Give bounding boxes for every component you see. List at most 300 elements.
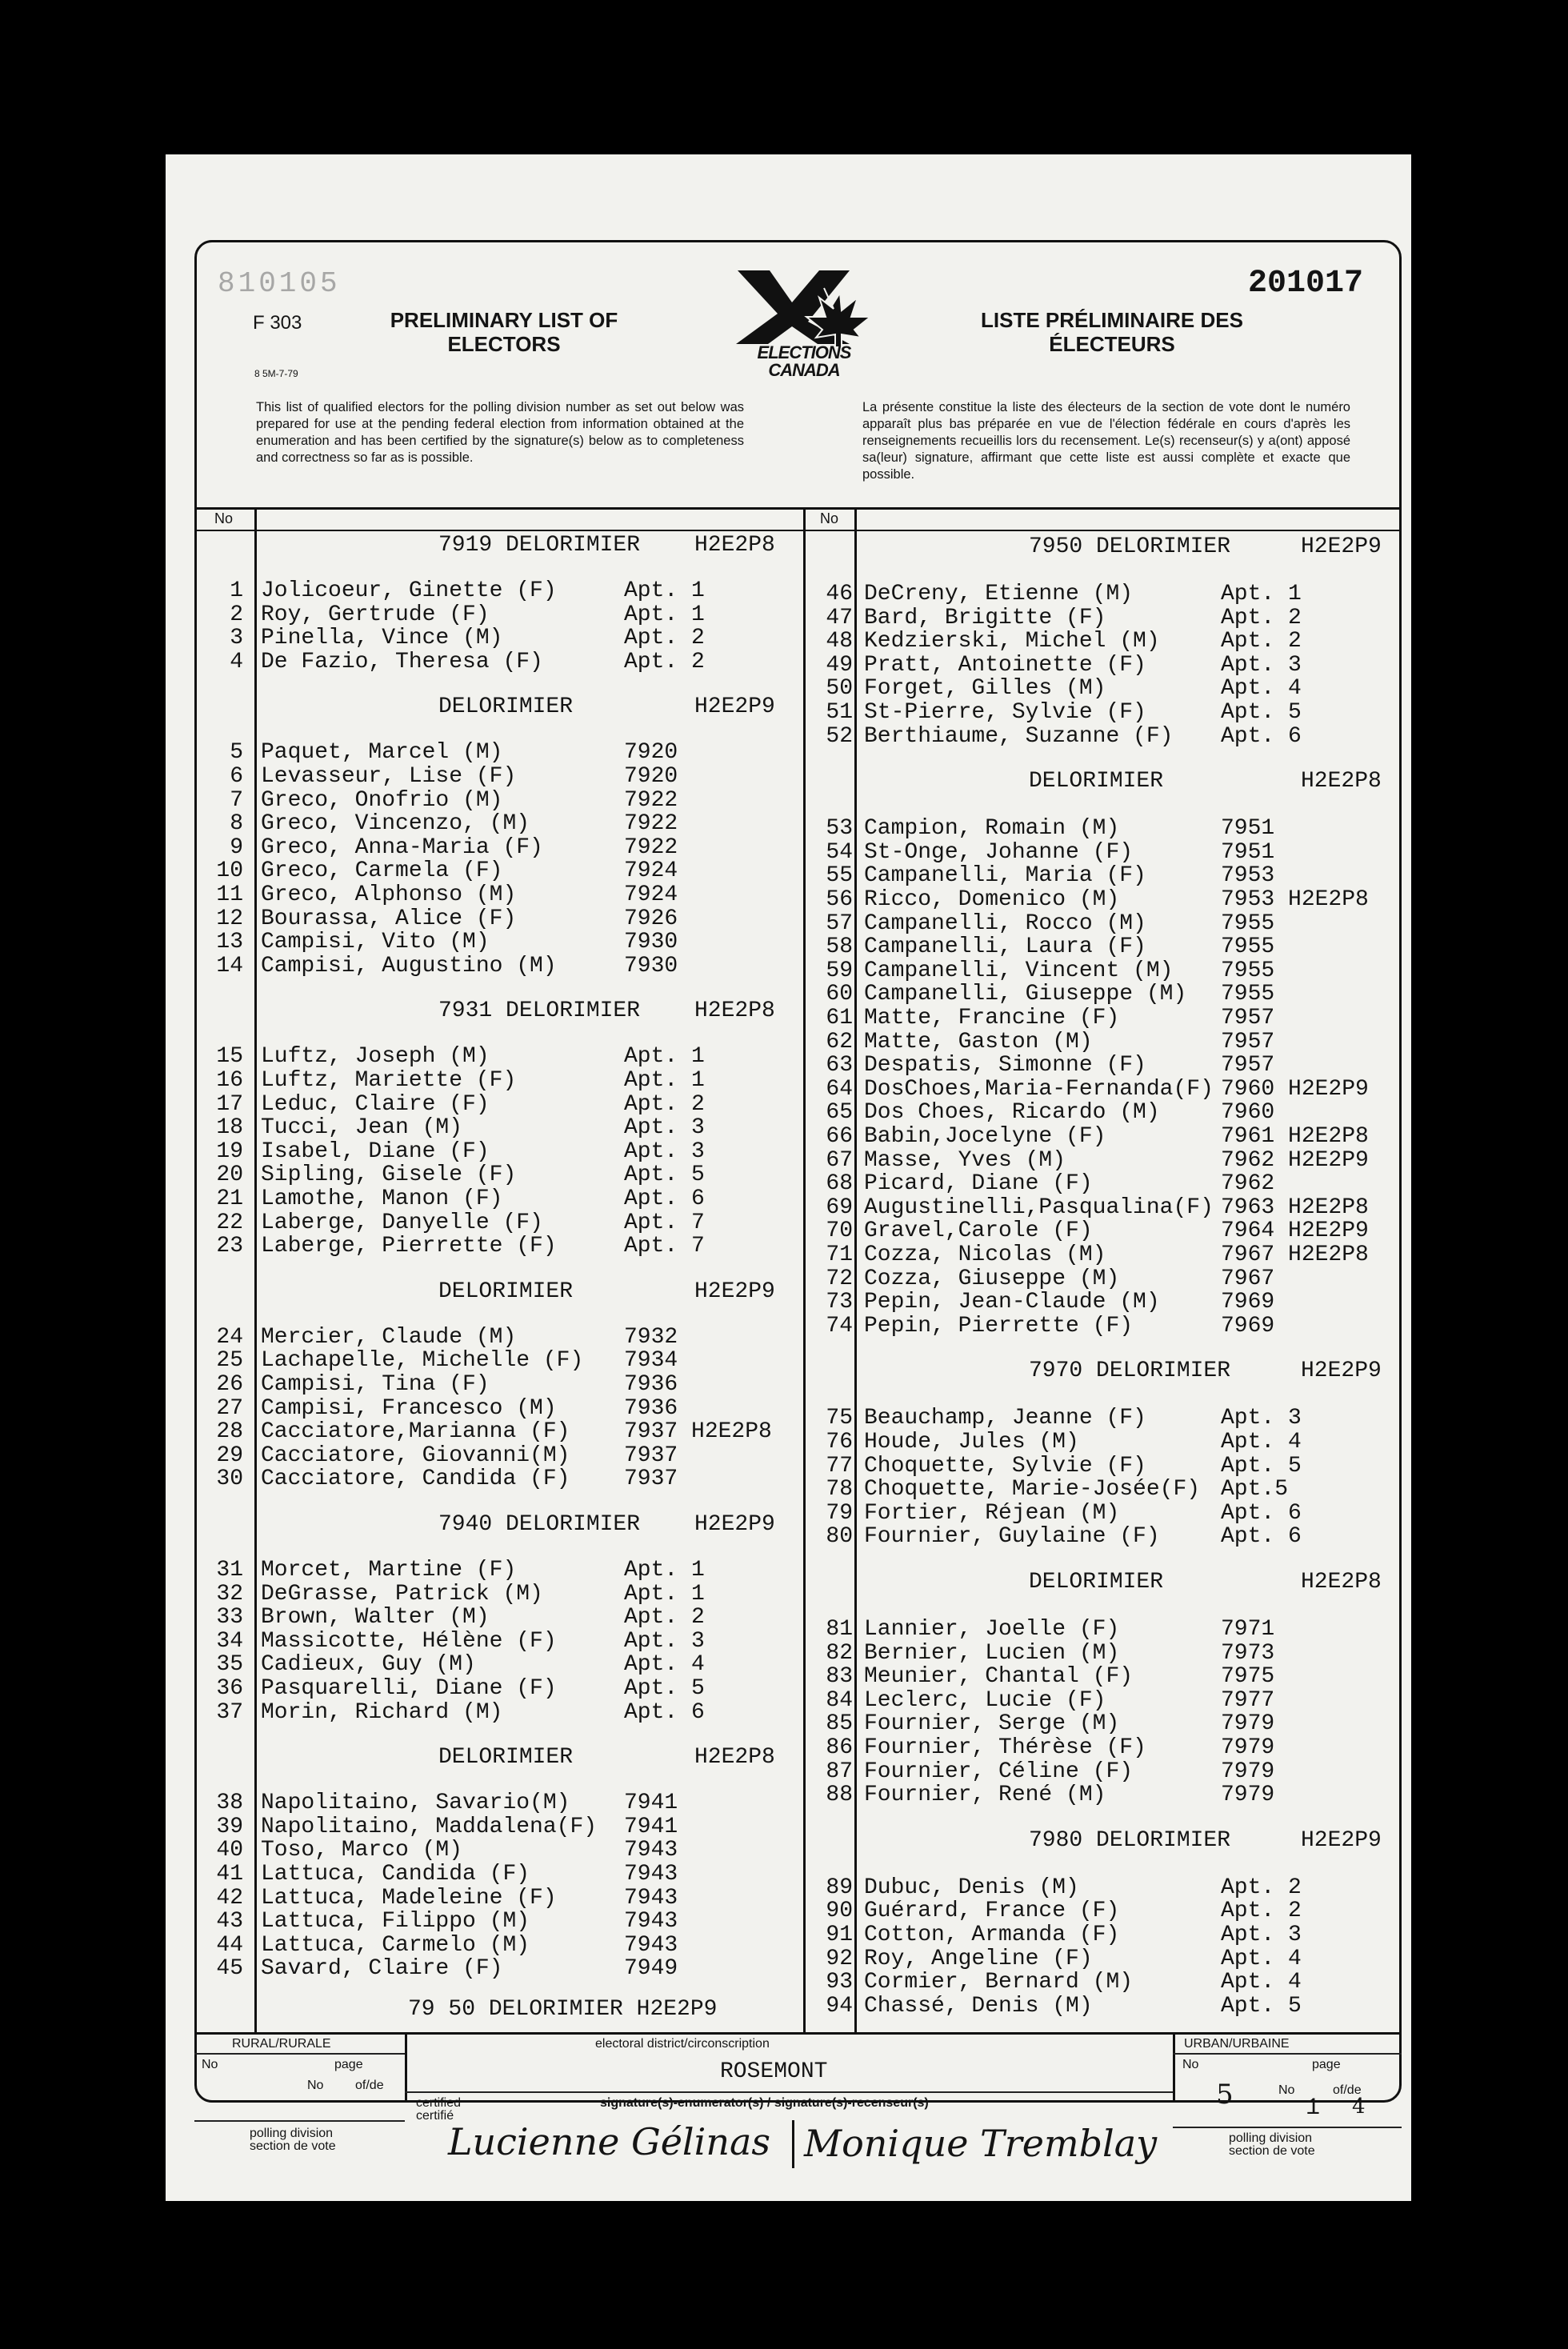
elector-number: 30 — [216, 1467, 243, 1492]
elector-address: 7969 — [1221, 1290, 1275, 1315]
elector-address: Apt. 7 — [624, 1234, 705, 1259]
elector-name: Luftz, Joseph (M) — [261, 1044, 490, 1070]
intro-english: This list of qualified electors for the polling division number as set out below was prepared for use at the pending federal election from information obtained at the enumeration and has been certified by the signature(s) below as to completeness and correctness so far as is possible. — [256, 400, 744, 465]
elector-number: 78 — [826, 1477, 853, 1503]
elector-address: 7924 — [624, 858, 678, 884]
elector-name: Campanelli, Laura (F) — [864, 934, 1146, 960]
elector-address: Apt. 3 — [1221, 1923, 1302, 1947]
elector-name: Lattuca, Carmelo (M) — [261, 1932, 530, 1958]
elector-name: Lamothe, Manon (F) — [261, 1187, 503, 1211]
elector-name: Roy, Angeline (F) — [864, 1946, 1093, 1971]
elector-address: 7937 H2E2P8 — [624, 1419, 772, 1445]
urban-label: URBAN/URBAINE — [1184, 2037, 1290, 2051]
elector-number: 23 — [216, 1234, 243, 1259]
logo-text-canada: CANADA — [768, 360, 840, 380]
elector-number: 65 — [826, 1100, 853, 1126]
elector-address: 7934 — [624, 1348, 678, 1374]
elector-name: DosChoes,Maria-Fernanda(F) — [864, 1076, 1214, 1102]
elector-number: 47 — [826, 605, 853, 630]
elector-address: 7937 — [624, 1467, 678, 1492]
elector-address: Apt. 6 — [624, 1699, 705, 1725]
elector-address: 7969 — [1221, 1313, 1275, 1339]
elector-number: 54 — [826, 839, 853, 865]
elector-number: 63 — [826, 1053, 853, 1078]
signature-divider — [792, 2120, 794, 2168]
elector-name: Savard, Claire (F) — [261, 1956, 503, 1982]
section-heading: DELORIMIER — [1029, 769, 1164, 794]
section-heading: 7980 DELORIMIER — [1029, 1827, 1231, 1853]
elector-address: 7955 — [1221, 934, 1275, 960]
elector-address: Apt. 4 — [1221, 1946, 1302, 1971]
section-postal-code: H2E2P9 — [1301, 1827, 1382, 1853]
elector-address: Apt. 3 — [1221, 652, 1302, 678]
urban-of-label: of/de — [1333, 2083, 1362, 2097]
rural-label: RURAL/RURALE — [232, 2037, 331, 2051]
elector-address: 7941 — [624, 1814, 678, 1839]
elector-name: Pratt, Antoinette (F) — [864, 652, 1146, 678]
elector-name: Campanelli, Rocco (M) — [864, 910, 1146, 936]
elector-name: Gravel,Carole (F) — [864, 1219, 1093, 1244]
elector-number: 5 — [230, 740, 243, 766]
elector-name: Chassé, Denis (M) — [864, 1993, 1093, 2019]
elector-name: Brown, Walter (M) — [261, 1605, 490, 1631]
elector-address: 7957 — [1221, 1006, 1275, 1030]
elector-name: Fournier, René (M) — [864, 1783, 1106, 1808]
elector-number: 77 — [826, 1453, 853, 1479]
section-postal-code: H2E2P8 — [1301, 769, 1382, 794]
elector-address: Apt. 1 — [624, 1068, 705, 1093]
elector-number: 33 — [216, 1605, 243, 1631]
elector-number: 56 — [826, 887, 853, 912]
elector-address: Apt. 4 — [1221, 1970, 1302, 1995]
elector-name: Despatis, Simonne (F) — [864, 1053, 1146, 1078]
elector-name: Isabel, Diane (F) — [261, 1138, 490, 1164]
elector-address: 7960 — [1221, 1100, 1275, 1126]
elector-address: 7955 — [1221, 982, 1275, 1007]
elector-address: Apt. 1 — [624, 578, 705, 603]
elector-number: 13 — [216, 930, 243, 955]
elector-address: Apt. 2 — [624, 1605, 705, 1631]
section-postal-code: H2E2P9 — [694, 1279, 775, 1304]
elector-address: Apt. 1 — [1221, 582, 1302, 606]
elector-number: 85 — [826, 1711, 853, 1737]
elector-number: 32 — [216, 1581, 243, 1607]
elector-address: Apt. 3 — [624, 1628, 705, 1654]
elector-name: Babin,Jocelyne (F) — [864, 1124, 1106, 1149]
elector-name: Fournier, Serge (M) — [864, 1711, 1120, 1737]
elector-name: Guérard, France (F) — [864, 1899, 1120, 1924]
elector-address: Apt. 1 — [624, 1044, 705, 1070]
elector-number: 76 — [826, 1430, 853, 1455]
elector-address: 7979 — [1221, 1783, 1275, 1808]
elector-number: 71 — [826, 1243, 853, 1267]
elector-number: 92 — [826, 1946, 853, 1971]
elector-number: 27 — [216, 1395, 243, 1421]
elector-address: 7943 — [624, 1838, 678, 1863]
elector-name: Lannier, Joelle (F) — [864, 1617, 1120, 1642]
elector-address: Apt. 2 — [1221, 605, 1302, 630]
elector-number: 73 — [826, 1290, 853, 1315]
serial-number: 201017 — [1248, 266, 1364, 302]
elector-number: 12 — [216, 906, 243, 931]
elector-number: 66 — [826, 1124, 853, 1149]
elector-name: Fortier, Réjean (M) — [864, 1500, 1120, 1526]
elector-address: 7967 H2E2P8 — [1221, 1243, 1369, 1267]
elector-name: Cozza, Giuseppe (M) — [864, 1266, 1120, 1291]
district-rule — [405, 2091, 1173, 2093]
section-postal-code: H2E2P8 — [694, 533, 775, 558]
elector-name: Lattuca, Candida (F) — [261, 1862, 530, 1887]
section-heading: 7931 DELORIMIER — [438, 998, 641, 1024]
urban-label-rule — [1173, 2053, 1402, 2055]
title-english: PRELIMINARY LIST OF ELECTORS — [390, 308, 618, 356]
section-postal-code: H2E2P8 — [1301, 1570, 1382, 1595]
elector-number: 60 — [826, 982, 853, 1007]
elector-number: 39 — [216, 1814, 243, 1839]
elector-name: Leclerc, Lucie (F) — [864, 1687, 1106, 1713]
urban-no-value: 5 — [1216, 2079, 1234, 2111]
elector-address: 7937 — [624, 1443, 678, 1468]
elector-number: 90 — [826, 1899, 853, 1924]
elector-name: Greco, Vincenzo, (M) — [261, 811, 530, 837]
elector-name: Campisi, Francesco (M) — [261, 1395, 557, 1421]
elector-address: 7920 — [624, 764, 678, 789]
elector-number: 29 — [216, 1443, 243, 1468]
elector-address: Apt. 4 — [624, 1652, 705, 1678]
rural-page-label: page — [334, 2058, 363, 2071]
elector-name: Fournier, Guylaine (F) — [864, 1524, 1160, 1550]
left-number-divider — [254, 507, 257, 2032]
elector-number: 1 — [230, 578, 243, 603]
elector-number: 58 — [826, 934, 853, 960]
elector-number: 22 — [216, 1210, 243, 1235]
elector-address: Apt. 2 — [1221, 629, 1302, 654]
section-heading: 7940 DELORIMIER — [438, 1512, 641, 1537]
elector-name: Mercier, Claude (M) — [261, 1324, 517, 1350]
elector-address: 7943 — [624, 1932, 678, 1958]
rural-no-label-2: No — [307, 2079, 324, 2092]
elector-address: 7979 — [1221, 1711, 1275, 1737]
section-postal-code: H2E2P9 — [694, 694, 775, 720]
elector-name: Campisi, Tina (F) — [261, 1372, 490, 1397]
section-heading: DELORIMIER — [438, 694, 574, 720]
elector-name: Bard, Brigitte (F) — [864, 605, 1106, 630]
stamp-number: 810105 — [218, 267, 341, 300]
elector-address: 7957 — [1221, 1053, 1275, 1078]
urban-polling-label-fr: section de vote — [1229, 2144, 1315, 2158]
elector-number: 70 — [826, 1219, 853, 1244]
elector-number: 55 — [826, 863, 853, 889]
elector-name: Tucci, Jean (M) — [261, 1115, 463, 1141]
elector-name: Pepin, Pierrette (F) — [864, 1313, 1134, 1339]
elector-name: Choquette, Marie-Josée(F) — [864, 1477, 1201, 1503]
elector-name: Picard, Diane (F) — [864, 1171, 1093, 1197]
elector-address: Apt. 5 — [624, 1162, 705, 1188]
elector-address: 7962 H2E2P9 — [1221, 1147, 1369, 1173]
elector-address: 7967 — [1221, 1266, 1275, 1291]
form-number: F 303 — [253, 312, 302, 334]
elector-name: Campisi, Vito (M) — [261, 930, 490, 955]
elector-number: 45 — [216, 1956, 243, 1982]
elector-name: Cozza, Nicolas (M) — [864, 1243, 1106, 1267]
elector-number: 15 — [216, 1044, 243, 1070]
elector-name: Paquet, Marcel (M) — [261, 740, 503, 766]
left-no-label: No — [214, 510, 234, 526]
elector-address: 7920 — [624, 740, 678, 766]
elector-name: Dubuc, Denis (M) — [864, 1875, 1079, 1900]
section-heading: DELORIMIER — [438, 1745, 574, 1771]
elector-name: Lattuca, Filippo (M) — [261, 1909, 530, 1935]
elector-number: 8 — [230, 811, 243, 837]
elector-name: Greco, Anna-Maria (F) — [261, 834, 543, 860]
section-heading: 7950 DELORIMIER — [1029, 534, 1231, 559]
elector-number: 69 — [826, 1195, 853, 1220]
elector-address: 7951 — [1221, 839, 1275, 865]
elector-name: Berthiaume, Suzanne (F) — [864, 723, 1174, 749]
right-no-label: No — [820, 510, 839, 526]
elector-address: Apt.5 — [1221, 1477, 1289, 1503]
elector-number: 50 — [826, 676, 853, 702]
elector-number: 21 — [216, 1187, 243, 1211]
elector-name: Greco, Onofrio (M) — [261, 787, 503, 813]
elector-number: 74 — [826, 1313, 853, 1339]
elector-number: 4 — [230, 649, 243, 674]
elector-name: Levasseur, Lise (F) — [261, 764, 517, 789]
elector-name: Matte, Gaston (M) — [864, 1029, 1093, 1054]
elector-name: DeCreny, Etienne (M) — [864, 582, 1134, 606]
elector-name: Dos Choes, Ricardo (M) — [864, 1100, 1160, 1126]
elector-name: Jolicoeur, Ginette (F) — [261, 578, 557, 603]
elector-name: Lachapelle, Michelle (F) — [261, 1348, 584, 1374]
elector-name: Greco, Alphonso (M) — [261, 882, 517, 907]
elector-name: Pepin, Jean-Claude (M) — [864, 1290, 1160, 1315]
title-french: LISTE PRÉLIMINAIRE DES ÉLECTEURS — [981, 308, 1243, 356]
elector-address: Apt. 2 — [624, 626, 705, 651]
signature-enumerator-2: Monique Tremblay — [804, 2122, 1158, 2165]
elector-name: Morin, Richard (M) — [261, 1699, 503, 1725]
elector-name: Campanelli, Maria (F) — [864, 863, 1146, 889]
elector-number: 75 — [826, 1406, 853, 1431]
section-postal-code: H2E2P9 — [1301, 1359, 1382, 1384]
elector-name: DeGrasse, Patrick (M) — [261, 1581, 543, 1607]
elector-name: Cormier, Bernard (M) — [864, 1970, 1134, 1995]
elector-number: 93 — [826, 1970, 853, 1995]
elector-number: 67 — [826, 1147, 853, 1173]
elector-number: 17 — [216, 1091, 243, 1117]
elector-name: Luftz, Mariette (F) — [261, 1068, 517, 1093]
elector-number: 28 — [216, 1419, 243, 1445]
logo-text-elections: ELECTIONS — [757, 342, 851, 362]
elector-address: Apt. 2 — [1221, 1875, 1302, 1900]
elector-name: Morcet, Martine (F) — [261, 1558, 517, 1583]
elector-address: 7951 — [1221, 816, 1275, 842]
elector-number: 79 — [826, 1500, 853, 1526]
elector-address: 7961 H2E2P8 — [1221, 1124, 1369, 1149]
elector-number: 48 — [826, 629, 853, 654]
elector-address: Apt. 1 — [624, 1581, 705, 1607]
elector-number: 59 — [826, 958, 853, 983]
elector-address: 7953 H2E2P8 — [1221, 887, 1369, 912]
urban-polling-rule — [1173, 2127, 1402, 2128]
elector-address: 7936 — [624, 1372, 678, 1397]
section-postal-code: H2E2P8 — [694, 998, 775, 1024]
elector-name: Fournier, Céline (F) — [864, 1759, 1134, 1784]
elector-name: Sipling, Gisele (F) — [261, 1162, 517, 1188]
elector-name: St-Pierre, Sylvie (F) — [864, 700, 1146, 725]
elector-name: Choquette, Sylvie (F) — [864, 1453, 1146, 1479]
elector-address: 7963 H2E2P8 — [1221, 1195, 1369, 1220]
elector-address: Apt. 6 — [1221, 1500, 1302, 1526]
elector-address: 7953 — [1221, 863, 1275, 889]
signature-label: signature(s)-enumerator(s) / signature(s)-recenseur(s) — [600, 2096, 929, 2110]
elector-address: 7955 — [1221, 910, 1275, 936]
elector-name: Massicotte, Hélène (F) — [261, 1628, 557, 1654]
elector-address: 7936 — [624, 1395, 678, 1421]
elector-name: Campanelli, Giuseppe (M) — [864, 982, 1187, 1007]
elector-address: Apt. 6 — [1221, 723, 1302, 749]
section-postal-code: H2E2P8 — [694, 1745, 775, 1771]
elector-name: Cacciatore,Marianna (F) — [261, 1419, 570, 1445]
elector-name: Campanelli, Vincent (M) — [864, 958, 1174, 983]
elector-address: Apt. 4 — [1221, 676, 1302, 702]
elector-number: 42 — [216, 1885, 243, 1911]
elector-name: Kedzierski, Michel (M) — [864, 629, 1160, 654]
district-value: ROSEMONT — [720, 2059, 828, 2084]
section-heading: 7919 DELORIMIER — [438, 533, 641, 558]
elector-number: 51 — [826, 700, 853, 725]
elector-name: Napolitaino, Maddalena(F) — [261, 1814, 598, 1839]
rural-polling-rule — [194, 2120, 405, 2122]
elector-number: 49 — [826, 652, 853, 678]
elector-address: Apt. 5 — [1221, 1453, 1302, 1479]
section-heading: DELORIMIER — [438, 1279, 574, 1304]
section-heading: DELORIMIER — [1029, 1570, 1164, 1595]
section-heading: 7970 DELORIMIER — [1029, 1359, 1231, 1384]
elector-name: Laberge, Danyelle (F) — [261, 1210, 543, 1235]
urban-page-value: 1 — [1306, 2095, 1321, 2122]
elector-number: 43 — [216, 1909, 243, 1935]
elector-address: 7922 — [624, 834, 678, 860]
elector-number: 10 — [216, 858, 243, 884]
elector-number: 35 — [216, 1652, 243, 1678]
urban-polling-label-en: polling division — [1229, 2131, 1313, 2145]
elector-number: 64 — [826, 1076, 853, 1102]
elector-address: 7979 — [1221, 1759, 1275, 1784]
elector-number: 14 — [216, 953, 243, 978]
elector-address: 7971 — [1221, 1617, 1275, 1642]
elector-number: 82 — [826, 1640, 853, 1666]
elector-number: 6 — [230, 764, 243, 789]
elector-number: 53 — [826, 816, 853, 842]
rural-of-label: of/de — [355, 2079, 384, 2092]
elector-name: Bernier, Lucien (M) — [864, 1640, 1120, 1666]
elector-address: 7964 H2E2P9 — [1221, 1219, 1369, 1244]
elector-number: 80 — [826, 1524, 853, 1550]
elector-address: 7926 — [624, 906, 678, 931]
elector-name: Cacciatore, Candida (F) — [261, 1467, 570, 1492]
elector-number: 52 — [826, 723, 853, 749]
elector-name: Laberge, Pierrette (F) — [261, 1234, 557, 1259]
right-number-divider — [854, 507, 857, 2032]
elector-number: 7 — [230, 787, 243, 813]
column-header-bottom-rule — [194, 530, 1402, 531]
elector-number: 3 — [230, 626, 243, 651]
elector-number: 91 — [826, 1923, 853, 1947]
elector-address: 7924 — [624, 882, 678, 907]
elector-address: 7955 — [1221, 958, 1275, 983]
elector-number: 25 — [216, 1348, 243, 1374]
elector-number: 68 — [826, 1171, 853, 1197]
elector-name: Lattuca, Madeleine (F) — [261, 1885, 557, 1911]
elector-number: 26 — [216, 1372, 243, 1397]
column-header-top-rule — [194, 507, 1402, 510]
elector-address: 7973 — [1221, 1640, 1275, 1666]
elector-name: Cotton, Armanda (F) — [864, 1923, 1120, 1947]
elector-name: Fournier, Thérèse (F) — [864, 1735, 1146, 1760]
elector-number: 81 — [826, 1617, 853, 1642]
intro-french: La présente constitue la liste des électeurs de la section de vote dont le numéro apparaît plus bas préparée en vue de l'élection fédérale en cours d'après les renseignements recueillis lors du recensement. Le(s) recenseur(s) y a(ont) apposé sa(leur) signature, affirmant que cette liste est aussi complète et exacte que possible. — [862, 400, 1350, 482]
section-postal-code: H2E2P9 — [1301, 534, 1382, 559]
elector-name: Matte, Francine (F) — [864, 1006, 1120, 1030]
elector-number: 18 — [216, 1115, 243, 1141]
elector-address: 7943 — [624, 1862, 678, 1887]
elector-address: 7957 — [1221, 1029, 1275, 1054]
elector-number: 19 — [216, 1138, 243, 1164]
elector-address: Apt. 2 — [624, 1091, 705, 1117]
elector-name: Cadieux, Guy (M) — [261, 1652, 476, 1678]
elector-name: Leduc, Claire (F) — [261, 1091, 490, 1117]
elector-number: 61 — [826, 1006, 853, 1030]
elector-address: Apt. 3 — [1221, 1406, 1302, 1431]
elector-number: 2 — [230, 602, 243, 627]
elector-number: 83 — [826, 1664, 853, 1690]
elector-name: Campion, Romain (M) — [864, 816, 1120, 842]
elector-name: Cacciatore, Giovanni(M) — [261, 1443, 570, 1468]
elector-name: Roy, Gertrude (F) — [261, 602, 490, 627]
elector-number: 31 — [216, 1558, 243, 1583]
elector-address: 7949 — [624, 1956, 678, 1982]
elector-name: Campisi, Augustino (M) — [261, 953, 557, 978]
elector-number: 94 — [826, 1993, 853, 2019]
elector-address: Apt. 7 — [624, 1210, 705, 1235]
elector-number: 36 — [216, 1676, 243, 1701]
elector-number: 57 — [826, 910, 853, 936]
elector-number: 34 — [216, 1628, 243, 1654]
elector-address: 7930 — [624, 930, 678, 955]
elector-number: 16 — [216, 1068, 243, 1093]
elector-name: Houde, Jules (M) — [864, 1430, 1079, 1455]
elector-address: 7930 — [624, 953, 678, 978]
rural-polling-label-fr: section de vote — [250, 2139, 336, 2153]
signature-enumerator-1: Lucienne Gélinas — [448, 2120, 771, 2163]
elector-address: Apt. 5 — [624, 1676, 705, 1701]
elector-name: Pinella, Vince (M) — [261, 626, 503, 651]
elector-address: Apt. 4 — [1221, 1430, 1302, 1455]
elector-name: Napolitaino, Savario(M) — [261, 1791, 570, 1816]
elector-name: Ricco, Domenico (M) — [864, 887, 1120, 912]
elector-name: Meunier, Chantal (F) — [864, 1664, 1134, 1690]
elector-number: 38 — [216, 1791, 243, 1816]
elector-number: 37 — [216, 1699, 243, 1725]
elector-number: 86 — [826, 1735, 853, 1760]
elector-number: 46 — [826, 582, 853, 606]
elector-number: 20 — [216, 1162, 243, 1188]
elector-number: 72 — [826, 1266, 853, 1291]
elector-address: Apt. 5 — [1221, 700, 1302, 725]
elector-address: Apt. 1 — [624, 1558, 705, 1583]
elector-number: 9 — [230, 834, 243, 860]
footer-top-rule — [194, 2032, 1402, 2035]
